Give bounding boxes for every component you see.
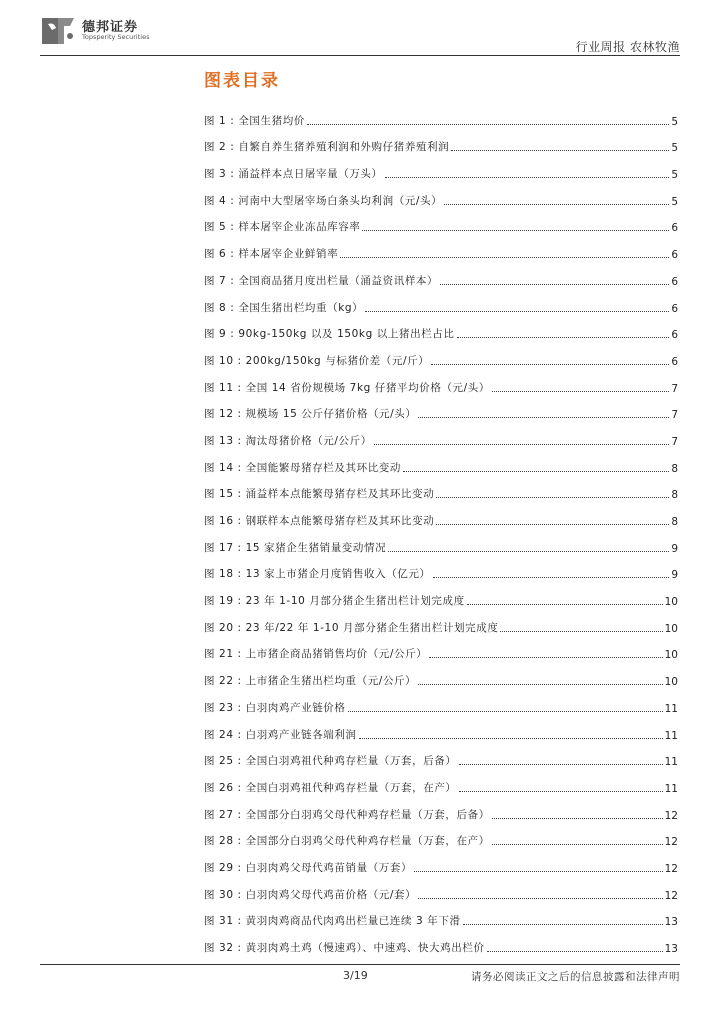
toc-entry-label[interactable]: 图 11 : 全国 14 省份规模场 7kg 仔猪平均价格（元/头） [204,381,490,394]
report-type-label: 行业周报 农林牧渔 [575,40,680,54]
toc-leader-dots [487,951,663,952]
toc-leader-dots [451,150,669,151]
toc-entry-label[interactable]: 图 12 : 规模场 15 公斤仔猪价格（元/头） [204,408,417,421]
toc-leader-dots [459,791,663,792]
toc-entry-label[interactable]: 图 1 : 全国生猪均价 [204,114,305,127]
toc-entry-label[interactable]: 图 8 : 全国生猪出栏均重（kg） [204,301,364,314]
toc-entry-label[interactable]: 图 19 : 23 年 1-10 月部分猪企生猪出栏计划完成度 [204,595,465,608]
toc-leader-dots [459,764,663,765]
toc-leader-dots [431,364,669,365]
page-number: 3/19 [343,969,368,982]
toc-leader-dots [436,524,669,525]
toc-entry-label[interactable]: 图 15 : 涌益样本点能繁母猪存栏及其环比变动 [204,488,435,501]
toc-entry-label[interactable]: 图 30 : 白羽肉鸡父母代鸡苗价格（元/套） [204,888,417,901]
toc-entry[interactable] [204,181,678,208]
toc-entry[interactable] [204,395,678,422]
toc-entry-label[interactable]: 图 32 : 黄羽肉鸡土鸡（慢速鸡）、中速鸡、快大鸡出栏价 [204,942,485,954]
toc-entry-page[interactable]: 6 [671,302,678,315]
page-header [0,0,724,60]
toc-entry-page[interactable]: 8 [671,489,678,502]
toc-entry[interactable] [204,661,678,688]
toc-entry[interactable] [204,208,678,235]
toc-entry[interactable] [204,742,678,769]
toc-entry-label[interactable]: 图 25 : 全国白羽鸡祖代种鸡存栏量（万套，后备） [204,755,457,768]
toc-entry-label[interactable]: 图 7 : 全国商品猪月度出栏量（涌益资讯样本） [204,274,439,287]
toc-leader-dots [388,551,669,552]
toc-entry-page[interactable]: 6 [671,329,678,342]
toc-entry[interactable] [204,848,678,875]
toc-leader-dots [374,444,669,445]
toc-entry-label[interactable]: 图 16 : 钢联样本点能繁母猪存栏及其环比变动 [204,515,435,527]
logo-text-cn: 德邦证券 [82,20,139,35]
toc-entry-page[interactable]: 13 [664,916,678,929]
toc-entry[interactable] [204,315,678,342]
toc-entry[interactable] [204,822,678,849]
toc-entry-page[interactable]: 11 [664,729,678,742]
toc-leader-dots [492,818,663,819]
toc-entry-page[interactable]: 12 [664,862,678,875]
toc-leader-dots [492,391,669,392]
toc-leader-dots [362,230,669,231]
toc-entry-label[interactable]: 图 27 : 全国部分白羽鸡父母代种鸡存栏量（万套，后备） [204,808,490,821]
toc-entry[interactable] [204,368,678,395]
toc-entry-page[interactable]: 12 [664,836,678,849]
toc-leader-dots [463,924,663,925]
toc-leader-dots [418,898,662,899]
toc-entry-page[interactable]: 12 [664,809,678,822]
toc-entry-label[interactable]: 图 18 : 13 家上市猪企月度销售收入（亿元） [204,568,431,581]
toc-leader-dots [433,577,670,578]
toc-entry[interactable] [204,928,678,955]
toc-entry[interactable] [204,448,678,475]
toc-entry-page[interactable]: 8 [671,462,678,475]
toc-entry[interactable] [204,128,678,155]
toc-entry-page[interactable]: 12 [664,889,678,902]
toc-entry[interactable] [204,715,678,742]
toc-leader-dots [414,871,663,872]
toc-entry-label[interactable]: 图 26 : 全国白羽鸡祖代种鸡存栏量（万套，在产） [204,781,457,794]
toc-entry-label[interactable]: 图 3 : 涌益样本点日屠宰量（万头） [204,168,383,181]
toc-entry-label[interactable]: 图 5 : 样本屠宰企业冻品库容率 [204,221,361,234]
toc-entry-label[interactable]: 图 23 : 白羽肉鸡产业链价格 [204,701,346,714]
toc-entry-label[interactable]: 图 13 : 淘汰母猪价格（元/公斤） [204,434,372,447]
toc-entry-page[interactable]: 5 [671,169,678,182]
toc-leader-dots [467,604,663,605]
toc-leader-dots [403,471,669,472]
toc-entry[interactable] [204,528,678,555]
toc-entry-page[interactable]: 5 [671,142,678,155]
toc-leader-dots [444,204,669,205]
toc-entry-page[interactable]: 11 [664,756,678,769]
toc-entry[interactable] [204,288,678,315]
toc-entry[interactable] [204,154,678,181]
toc-leader-dots [492,844,663,845]
footer-divider [40,964,680,965]
toc-entry[interactable] [204,475,678,502]
toc-entry[interactable] [204,795,678,822]
toc-leader-dots [359,738,663,739]
toc-entry-label[interactable]: 图 9 : 90kg-150kg 以及 150kg 以上猪出栏占比 [204,328,455,341]
toc-entry-label[interactable]: 图 20 : 23 年/22 年 1-10 月部分猪企生猪出栏计划完成度 [204,621,499,634]
toc-leader-dots [418,684,662,685]
toc-leader-dots [440,284,669,285]
logo-text-en: Topsperity Securities [82,33,150,41]
toc-entry-page[interactable]: 10 [664,676,678,689]
toc-entry-label[interactable]: 图 28 : 全国部分白羽鸡父母代种鸡存栏量（万套，在产） [204,835,490,848]
toc-entry-page[interactable]: 10 [664,649,678,662]
toc-entry[interactable] [204,261,678,288]
toc-entry-page[interactable]: 11 [664,702,678,715]
toc-leader-dots [385,177,670,178]
toc-entry-label[interactable]: 图 29 : 白羽肉鸡父母代鸡苗销量（万套） [204,861,413,874]
company-logo [40,14,200,48]
toc-entry[interactable] [204,608,678,635]
toc-entry[interactable] [204,234,678,261]
toc-entry[interactable] [204,101,678,128]
toc-leader-dots [436,497,669,498]
toc-entry-page[interactable]: 7 [671,435,678,448]
toc-entry-label[interactable]: 图 2 : 自繁自养生猪养殖利润和外购仔猪养殖利润 [204,141,450,154]
toc-leader-dots [500,631,662,632]
toc-entry[interactable] [204,902,678,929]
toc-entry-label[interactable]: 图 22 : 上市猪企生猪出栏均重（元/公斤） [204,675,417,688]
toc-entry-label[interactable]: 图 17 : 15 家猪企生猪销量变动情况 [204,541,387,554]
section-title: 图表目录 [204,71,280,91]
toc-entry[interactable] [204,875,678,902]
toc-entry[interactable] [204,501,678,528]
toc-entry-label[interactable]: 图 14 : 全国能繁母猪存栏及其环比变动 [204,461,402,474]
toc-entry-page[interactable]: 6 [671,355,678,368]
toc-entry[interactable] [204,555,678,582]
toc-leader-dots [340,257,669,258]
toc-entry-label[interactable]: 图 31 : 黄羽肉鸡商品代肉鸡出栏量已连续 3 年下滑 [204,915,461,928]
toc-entry-label[interactable]: 图 21 : 上市猪企商品猪销售均价（元/公斤） [204,648,428,661]
toc-entry-label[interactable]: 图 24 : 白羽鸡产业链各端利润 [204,728,357,741]
toc-entry-label[interactable]: 图 6 : 样本屠宰企业鲜销率 [204,248,339,261]
toc-entry[interactable] [204,768,678,795]
toc-entry-page[interactable]: 11 [664,782,678,795]
toc-entry-page[interactable]: 6 [671,275,678,288]
toc-entry-label[interactable]: 图 10 : 200kg/150kg 与标猪价差（元/斤） [204,354,430,367]
toc-entry-page[interactable]: 5 [671,195,678,208]
toc-entry[interactable] [204,421,678,448]
toc-entry[interactable] [204,341,678,368]
header-divider [40,55,680,56]
toc-entry-page[interactable]: 9 [671,569,678,582]
toc-entry-page[interactable]: 6 [671,249,678,262]
toc-leader-dots [418,417,669,418]
toc-entry[interactable] [204,688,678,715]
toc-entry-label[interactable]: 图 4 : 河南中大型屠宰场白条头均利润（元/头） [204,194,443,207]
figure-toc-list [204,101,678,955]
toc-entry-page[interactable]: 6 [671,222,678,235]
toc-leader-dots [348,711,663,712]
disclaimer-text: 请务必阅读正文之后的信息披露和法律声明 [471,971,680,983]
toc-entry-page[interactable]: 8 [671,516,678,528]
toc-entry-page[interactable]: 7 [671,382,678,395]
toc-entry-page[interactable]: 9 [671,542,678,555]
toc-entry-page[interactable]: 7 [671,409,678,422]
toc-leader-dots [457,337,670,338]
logo-mark-icon [40,14,80,48]
toc-entry[interactable] [204,581,678,608]
toc-leader-dots [429,657,662,658]
toc-entry-page[interactable]: 10 [664,622,678,635]
toc-entry[interactable] [204,635,678,662]
toc-leader-dots [307,124,669,125]
toc-leader-dots [365,311,669,312]
toc-entry-page[interactable]: 10 [664,596,678,609]
toc-entry-page[interactable]: 5 [671,115,678,128]
toc-entry-page[interactable]: 13 [664,943,678,955]
